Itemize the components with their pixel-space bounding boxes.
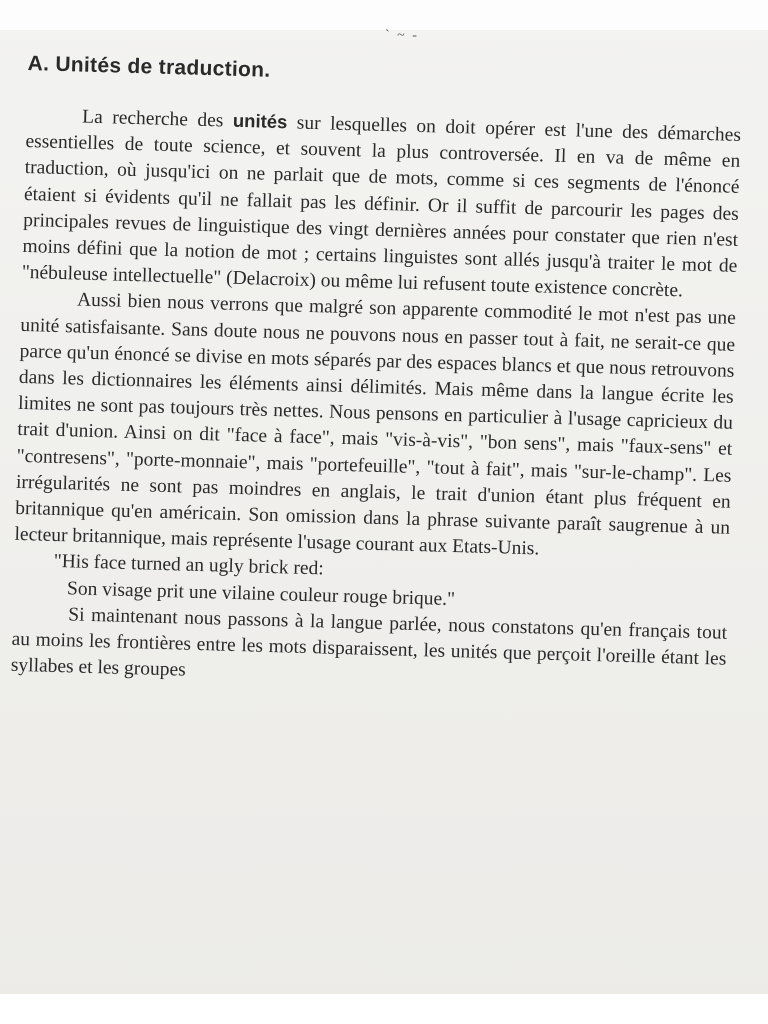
section-heading: A. Unités de traduction. <box>27 52 271 82</box>
bold-term: unités <box>232 109 288 133</box>
quote-french: Son visage prit une vilaine couleur rouge brique." <box>66 577 456 610</box>
paragraph-1 <box>21 102 741 306</box>
paragraph-1-rest: sur lesquelles on doit opérer est l'une des démarches essentielles de toute science, et souvent la plus controversée. Il en va de même en traduction, où jusqu'ici on ne parlait que de mots, comme si ces segments de l'énoncé étaient si évidents qu'il ne fallait pas les définir. Or il suffit de parcourir les pages des principales revues de linguistique des vingt dernières années pour constater que rien n'est moins défini que la notion de mot ; certains linguistes sont allés jusqu'à traiter le mot de "nébuleuse intellectuelle" (Delacroix) ou même lui refusent toute existence concrète. <box>21 112 742 302</box>
bleed-through-mark: ˋ ~ ‐ <box>385 28 419 43</box>
page-top-margin <box>0 0 768 30</box>
paragraph-2: Aussi bien nous verrons que malgré son apparente commodité le mot n'est pas une unité satisfaisante. Sans doute nous ne pouvons nous en passer tout à fait, ne serait-ce que parce qu'un énoncé se divise en mots séparés par des espaces blancs et que nous retrouvons dans les dictionnaires les éléments ainsi délimités. Mais même dans la langue écrite les limites ne sont pas toujours très nettes. Nous pensons en particulier à l'usage capricieux du trait d'union. Ainsi on dit "face à face", mais "vis-à-vis", "bon sens", mais "faux-sens" et "contresens", "porte-monnaie", mais "portefeuille", "tout à fait", mais "sur-le-champ". Les irrégularités ne sont pas moindres en anglais, le trait d'union étant plus fréquent en britannique qu'en américain. Son omission dans la phrase suivante paraît saugrenue à un lecteur britannique, mais représente l'usage courant aux Etats-Unis. <box>14 289 737 560</box>
paragraph-1-start: La recherche des <box>81 106 234 132</box>
page-bottom-margin <box>0 994 768 1024</box>
quote-english: "His face turned an ugly brick red: <box>53 551 324 580</box>
page-content <box>10 52 742 699</box>
paragraph-3: Si maintenant nous passons à la langue parlée, nous constatons qu'en français tout au moins les frontières entre les mots disparaissent, les unités que perçoit l'oreille étant les syllabes et les groupes <box>10 604 728 681</box>
